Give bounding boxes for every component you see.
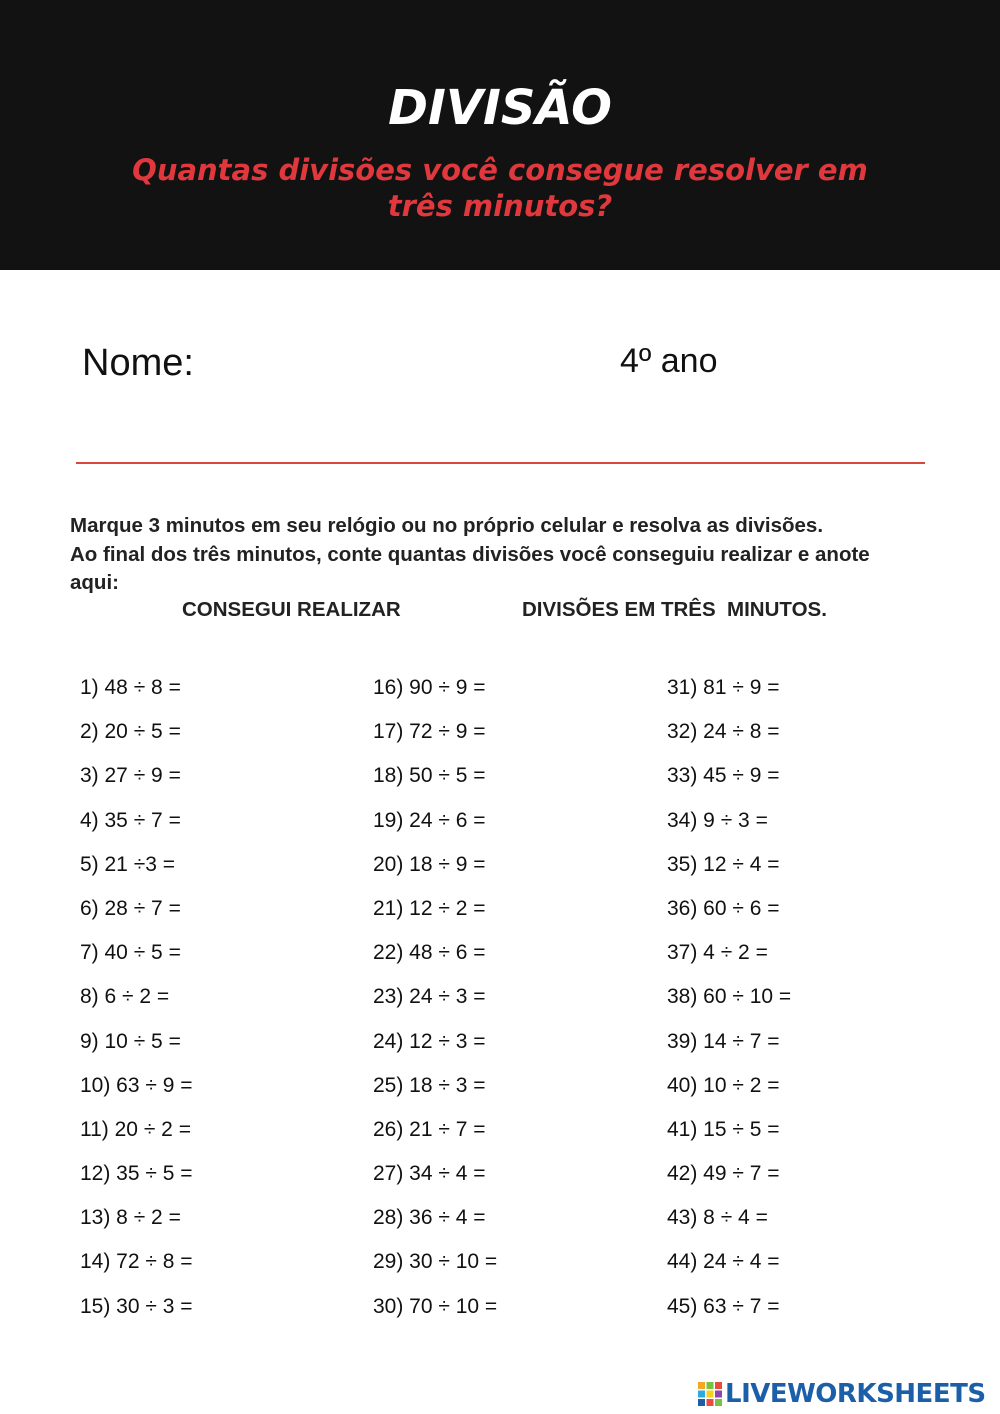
- problem-item: 33) 45 ÷ 9 =: [667, 764, 780, 788]
- problem-item: 36) 60 ÷ 6 =: [667, 896, 780, 920]
- instructions-line-1: Marque 3 minutos em seu relógio ou no próprio celular e resolva as divisões.: [70, 514, 824, 537]
- problem-item: 30) 70 ÷ 10 =: [373, 1294, 498, 1318]
- brand-text: LIVEWORKSHEETS: [725, 1379, 986, 1409]
- grade-label: 4º ano: [620, 342, 718, 380]
- brand-footer: [697, 1378, 986, 1410]
- problem-item: 18) 50 ÷ 5 =: [373, 764, 486, 788]
- header-banner: [0, 0, 1000, 270]
- problem-item: 37) 4 ÷ 2 =: [667, 941, 768, 965]
- problem-item: 15) 30 ÷ 3 =: [80, 1294, 193, 1318]
- problem-item: 31) 81 ÷ 9 =: [667, 676, 780, 699]
- problem-item: 25) 18 ÷ 3 =: [373, 1073, 486, 1097]
- problem-item: 4) 35 ÷ 7 =: [80, 808, 181, 832]
- result-label-left: CONSEGUI REALIZAR: [182, 598, 401, 621]
- problem-item: 41) 15 ÷ 5 =: [667, 1117, 780, 1141]
- problem-item: 7) 40 ÷ 5 =: [80, 941, 181, 965]
- problem-item: 39) 14 ÷ 7 =: [667, 1029, 780, 1053]
- problem-item: 13) 8 ÷ 2 =: [80, 1206, 181, 1230]
- problem-item: 40) 10 ÷ 2 =: [667, 1073, 780, 1097]
- problem-item: 42) 49 ÷ 7 =: [667, 1162, 780, 1186]
- problem-item: 20) 18 ÷ 9 =: [373, 852, 486, 876]
- problem-item: 3) 27 ÷ 9 =: [80, 764, 181, 788]
- problem-item: 16) 90 ÷ 9 =: [373, 676, 486, 699]
- problems-column-3: [667, 672, 947, 1335]
- liveworksheets-logo-icon: [697, 1381, 723, 1407]
- problem-item: 17) 72 ÷ 9 =: [373, 720, 486, 744]
- problem-item: 14) 72 ÷ 8 =: [80, 1250, 193, 1274]
- problem-item: 27) 34 ÷ 4 =: [373, 1162, 486, 1186]
- problem-item: 32) 24 ÷ 8 =: [667, 720, 780, 744]
- problem-item: 43) 8 ÷ 4 =: [667, 1206, 768, 1230]
- problem-item: 28) 36 ÷ 4 =: [373, 1206, 486, 1230]
- problem-item: 29) 30 ÷ 10 =: [373, 1250, 498, 1274]
- problem-item: 8) 6 ÷ 2 =: [80, 985, 170, 1009]
- problem-item: 21) 12 ÷ 2 =: [373, 896, 486, 920]
- problems-column-2: [373, 672, 653, 1335]
- problem-item: 11) 20 ÷ 2 =: [80, 1117, 191, 1141]
- instructions: [70, 512, 930, 598]
- result-label-right: DIVISÕES EM TRÊS MINUTOS.: [522, 598, 827, 621]
- problem-item: 24) 12 ÷ 3 =: [373, 1029, 486, 1053]
- problem-item: 19) 24 ÷ 6 =: [373, 808, 486, 832]
- problem-item: 34) 9 ÷ 3 =: [667, 808, 768, 832]
- problem-item: 9) 10 ÷ 5 =: [80, 1029, 181, 1053]
- problem-item: 10) 63 ÷ 9 =: [80, 1073, 193, 1097]
- instructions-line-2: Ao final dos três minutos, conte quantas divisões você conseguiu realizar e anote: [70, 542, 870, 566]
- problem-item: 12) 35 ÷ 5 =: [80, 1162, 193, 1186]
- problem-item: 45) 63 ÷ 7 =: [667, 1294, 780, 1318]
- page-title: DIVISÃO: [388, 80, 612, 136]
- name-underline: [76, 462, 925, 464]
- problem-item: 22) 48 ÷ 6 =: [373, 941, 486, 965]
- name-label: Nome:: [82, 342, 194, 384]
- problem-item: 26) 21 ÷ 7 =: [373, 1117, 486, 1141]
- problems-column-1: [80, 672, 360, 1335]
- problem-item: 44) 24 ÷ 4 =: [667, 1250, 780, 1274]
- page-subtitle: Quantas divisões você consegue resolver em três minutos?: [132, 153, 868, 223]
- problem-item: 1) 48 ÷ 8 =: [80, 676, 181, 699]
- problem-item: 5) 21 ÷3 =: [80, 852, 176, 876]
- problem-item: 38) 60 ÷ 10 =: [667, 985, 792, 1009]
- problem-item: 6) 28 ÷ 7 =: [80, 896, 181, 920]
- problem-item: 35) 12 ÷ 4 =: [667, 852, 780, 876]
- problem-item: 2) 20 ÷ 5 =: [80, 720, 181, 744]
- instructions-line-3: aqui:: [70, 571, 119, 594]
- problem-item: 23) 24 ÷ 3 =: [373, 985, 486, 1009]
